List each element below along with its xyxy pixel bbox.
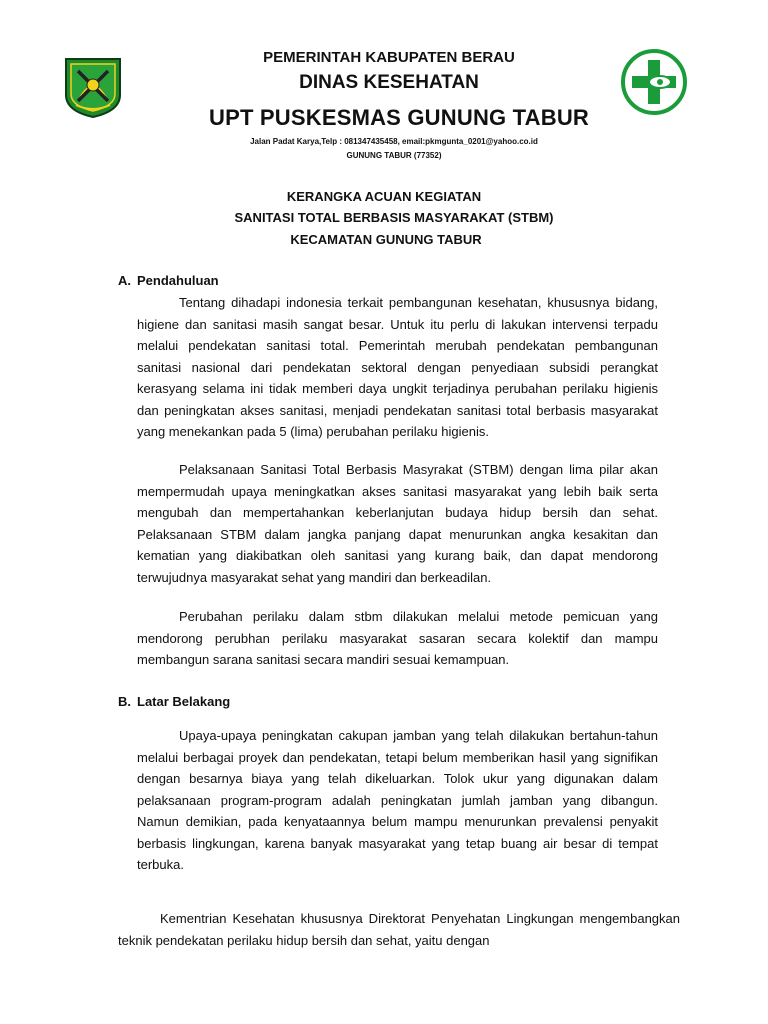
paragraph: Upaya-upaya peningkatan cakupan jamban yang telah dilakukan bertahun-tahun melalui berbagai proyek dan pendekatan, tetapi belum memberikan hasil yang signifikan dengan besarnya biaya yang telah dikeluarkan. Tolok ukur yang digunakan dalam pelaksanaan program-program adalah peningkatan jumlah jamban yang dibangun. Namun demikian, pada kenyataannya belum mampu menurunkan prevalensi penyakit berbasis lingkungan, karena banyak masyarakat yang tetap buang air besar di tempat terbuka.: [137, 728, 658, 872]
paragraph: Kementrian Kesehatan khususnya Direktorat Penyehatan Lingkungan mengembangkan teknik pendekatan perilaku hidup bersih dan sehat, yaitu dengan: [118, 911, 680, 948]
letterhead: [0, 0, 768, 175]
document-title-line-3: KECAMATAN GUNUNG TABUR: [290, 232, 482, 247]
institution-name: UPT PUSKESMAS GUNUNG TABUR: [208, 105, 590, 130]
government-name: PEMERINTAH KABUPATEN BERAU: [263, 49, 515, 66]
section-title: Pendahuluan: [137, 273, 219, 288]
document-title-line-2: SANITASI TOTAL BERBASIS MASYARAKAT (STBM): [234, 210, 554, 225]
puskesmas-emblem-icon: [620, 48, 688, 116]
institution-address: Jalan Padat Karya,Telp : 081347435458, email:pkmgunta_0201@yahoo.co.id: [250, 137, 538, 146]
institution-city: GUNUNG TABUR (77352): [346, 151, 442, 160]
section-heading-a: [118, 273, 219, 288]
paragraph: Pelaksanaan Sanitasi Total Berbasis Masyrakat (STBM) dengan lima pilar akan mempermudah upaya meningkatkan akses sanitasi masyarakat yang lebih baik serta mengubah dan mempertahankan keberlanjutan budaya hidup bersih dan sehat. Pelaksanaan STBM dalam jangka panjang dapat menurunkan angka kesakitan dan kematian yang diakibatkan oleh sanitasi yang kurang baik, dan dapat mendorong terwujudnya masyarakat sehat yang mandiri dan berkeadilan.: [137, 462, 658, 585]
department-name: DINAS KESEHATAN: [299, 72, 479, 93]
paragraph: Perubahan perilaku dalam stbm dilakukan melalui metode pemicuan yang mendorong perubhan perilaku masyarakat sasaran secara kolektif dan mampu membangun sarana sanitasi secara mandiri sesuai kemampuan.: [137, 609, 658, 667]
section-title: Latar Belakang: [137, 694, 231, 709]
paragraph: Tentang dihadapi indonesia terkait pembangunan kesehatan, khususnya bidang, higiene dan sanitasi masih sangat besar. Untuk itu perlu di lakukan intervensi terpadu melalui pendekatan sanitasi total. Pemerintah merubah pendekatan pembangunan sanitasi nasional dari pendekatan sektoral dengan penyediaan subsidi perangkat kerasyang selama ini tidak memberi daya ungkit terjadinya perubahan perilaku higienis dan peningkatan akses sanitasi, menjadi pendekatan sanitasi total berbasis masyarakat yang menekankan pada 5 (lima) perubahan perilaku higienis.: [137, 295, 658, 439]
section-heading-b: [118, 694, 230, 709]
section-number: A.: [118, 273, 131, 288]
section-number: B.: [118, 694, 131, 709]
document-title-line-1: KERANGKA ACUAN KEGIATAN: [286, 189, 482, 204]
